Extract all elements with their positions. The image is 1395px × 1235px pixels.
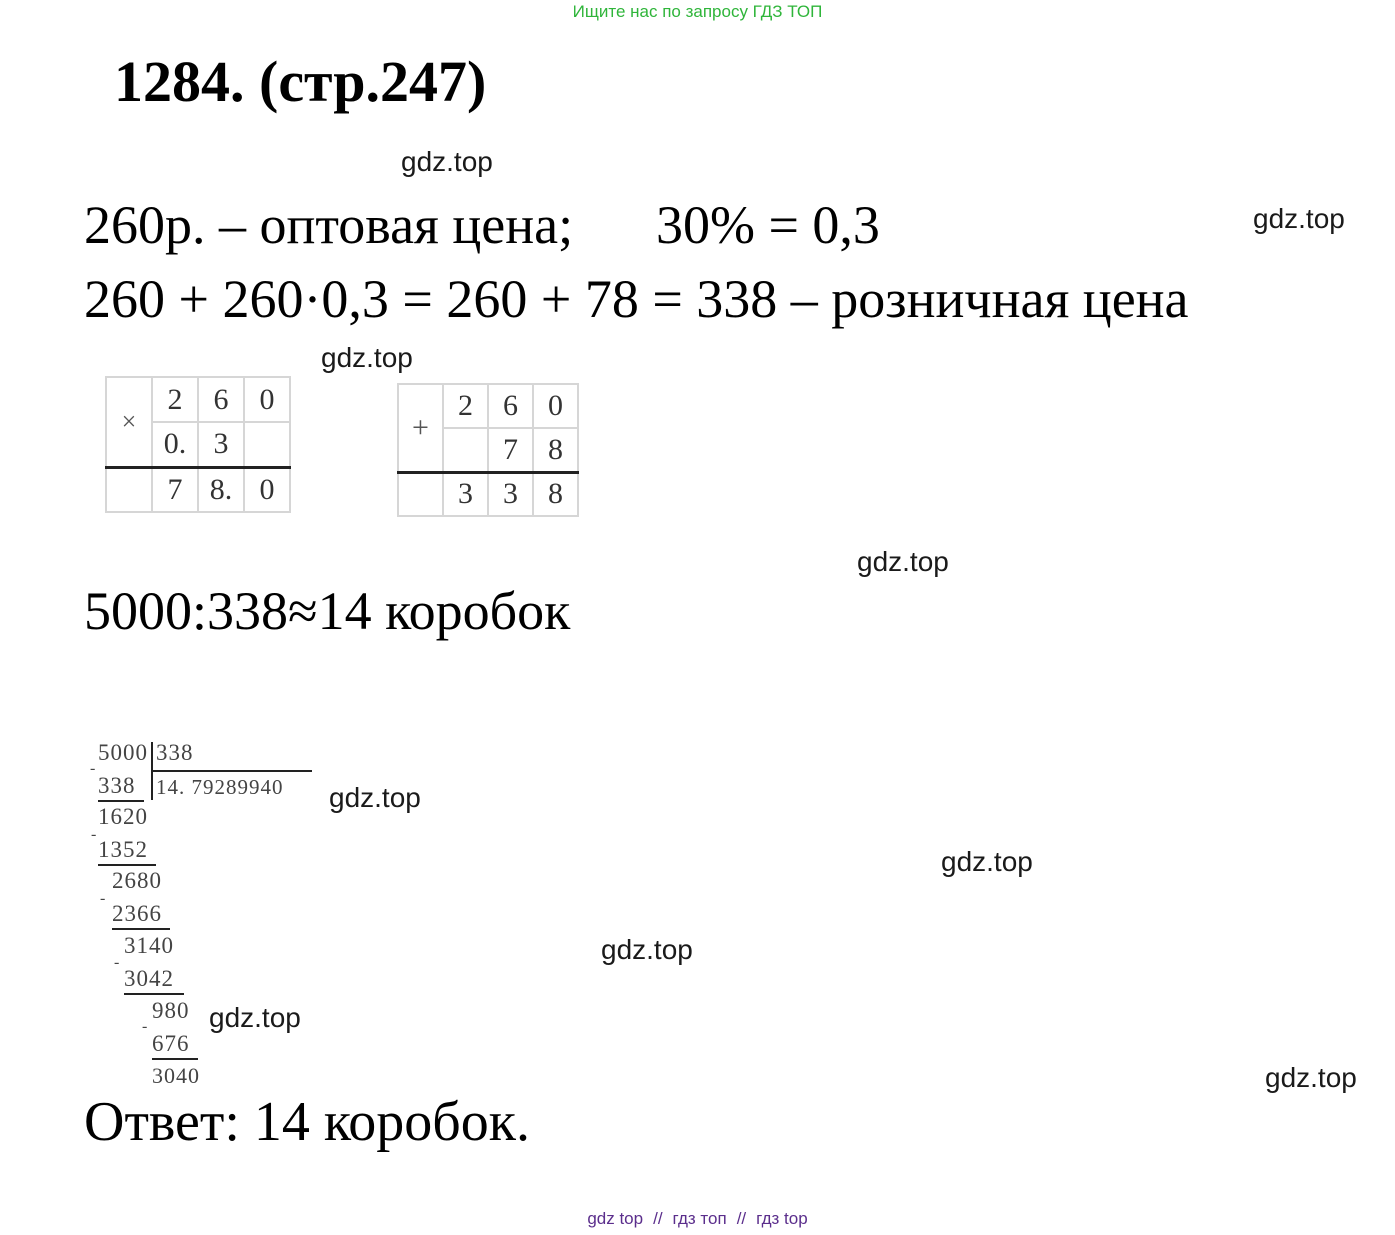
retail-price-line: 260 + 260·0,3 = 260 + 78 = 338 – розничная цена xyxy=(84,269,1189,329)
digit-cell: 8 xyxy=(533,472,578,516)
digit-cell: 2 xyxy=(443,384,488,428)
digit-cell xyxy=(244,422,290,467)
footer-link[interactable]: гдз топ xyxy=(672,1209,727,1228)
watermark: gdz.top xyxy=(941,846,1033,877)
plus-sign: + xyxy=(398,384,443,472)
division-divisor: 338 xyxy=(156,740,194,765)
digit-cell: 2 xyxy=(152,377,198,422)
digit-cell: 3 xyxy=(488,472,533,516)
division-dividend: 5000 xyxy=(98,740,148,765)
problem-title: 1284. (стр.247) xyxy=(114,49,487,114)
watermark: gdz.top xyxy=(329,782,421,813)
division-step: 2680 xyxy=(112,868,162,893)
digit-cell xyxy=(443,428,488,472)
watermark: gdz.top xyxy=(401,146,493,177)
division-step: 3140 xyxy=(124,933,174,958)
digit-cell: 8 xyxy=(533,428,578,472)
percent-conversion: 30% = 0,3 xyxy=(656,195,880,255)
digit-cell: 6 xyxy=(488,384,533,428)
digit-cell: 3 xyxy=(198,422,244,467)
watermark: gdz.top xyxy=(1253,203,1345,234)
division-step: 3040 xyxy=(152,1063,200,1088)
addition-table xyxy=(397,383,579,517)
digit-cell: 0. xyxy=(152,422,198,467)
footer-link[interactable]: gdz top xyxy=(587,1209,644,1228)
digit-cell: 8. xyxy=(198,467,244,512)
multiply-sign: × xyxy=(106,377,152,467)
watermark: gdz.top xyxy=(1265,1062,1357,1093)
watermark: gdz.top xyxy=(601,934,693,965)
footer-links xyxy=(0,1209,1395,1229)
digit-cell: 0 xyxy=(244,467,290,512)
wholesale-price-line: 260р. – оптовая цена; xyxy=(84,195,574,255)
watermark: gdz.top xyxy=(857,546,949,577)
minus-sign: - xyxy=(114,954,121,971)
digit-cell: 6 xyxy=(198,377,244,422)
top-banner[interactable]: Ищите нас по запросу ГДЗ ТОП xyxy=(572,2,823,21)
division-step: 676 xyxy=(152,1030,198,1060)
answer-line: Ответ: 14 коробок. xyxy=(84,1091,530,1153)
minus-sign: - xyxy=(91,826,98,843)
division-step: 2366 xyxy=(112,900,170,930)
footer-separator: // xyxy=(736,1209,747,1228)
division-step: 1620 xyxy=(98,804,148,829)
minus-sign: - xyxy=(90,760,97,777)
division-step: 1352 xyxy=(98,836,156,866)
digit-cell: 7 xyxy=(488,428,533,472)
division-step: 980 xyxy=(152,998,190,1023)
division-step: 3042 xyxy=(124,965,184,995)
minus-sign: - xyxy=(100,890,107,907)
division-step: 338 xyxy=(98,772,144,802)
digit-cell: 0 xyxy=(244,377,290,422)
digit-cell: 3 xyxy=(443,472,488,516)
footer-separator: // xyxy=(653,1209,663,1228)
empty-cell xyxy=(398,472,443,516)
digit-cell: 0 xyxy=(533,384,578,428)
division-divisor-underline xyxy=(152,770,312,772)
empty-cell xyxy=(106,467,152,512)
multiplication-table xyxy=(105,376,291,513)
boxes-estimate-line: 5000:338≈14 коробок xyxy=(84,581,571,641)
watermark: gdz.top xyxy=(209,1002,301,1033)
footer-link[interactable]: гдз top xyxy=(756,1209,808,1228)
division-quotient: 14. 79289940 xyxy=(156,775,284,799)
watermark: gdz.top xyxy=(321,342,413,373)
digit-cell: 7 xyxy=(152,467,198,512)
minus-sign: - xyxy=(142,1018,149,1035)
